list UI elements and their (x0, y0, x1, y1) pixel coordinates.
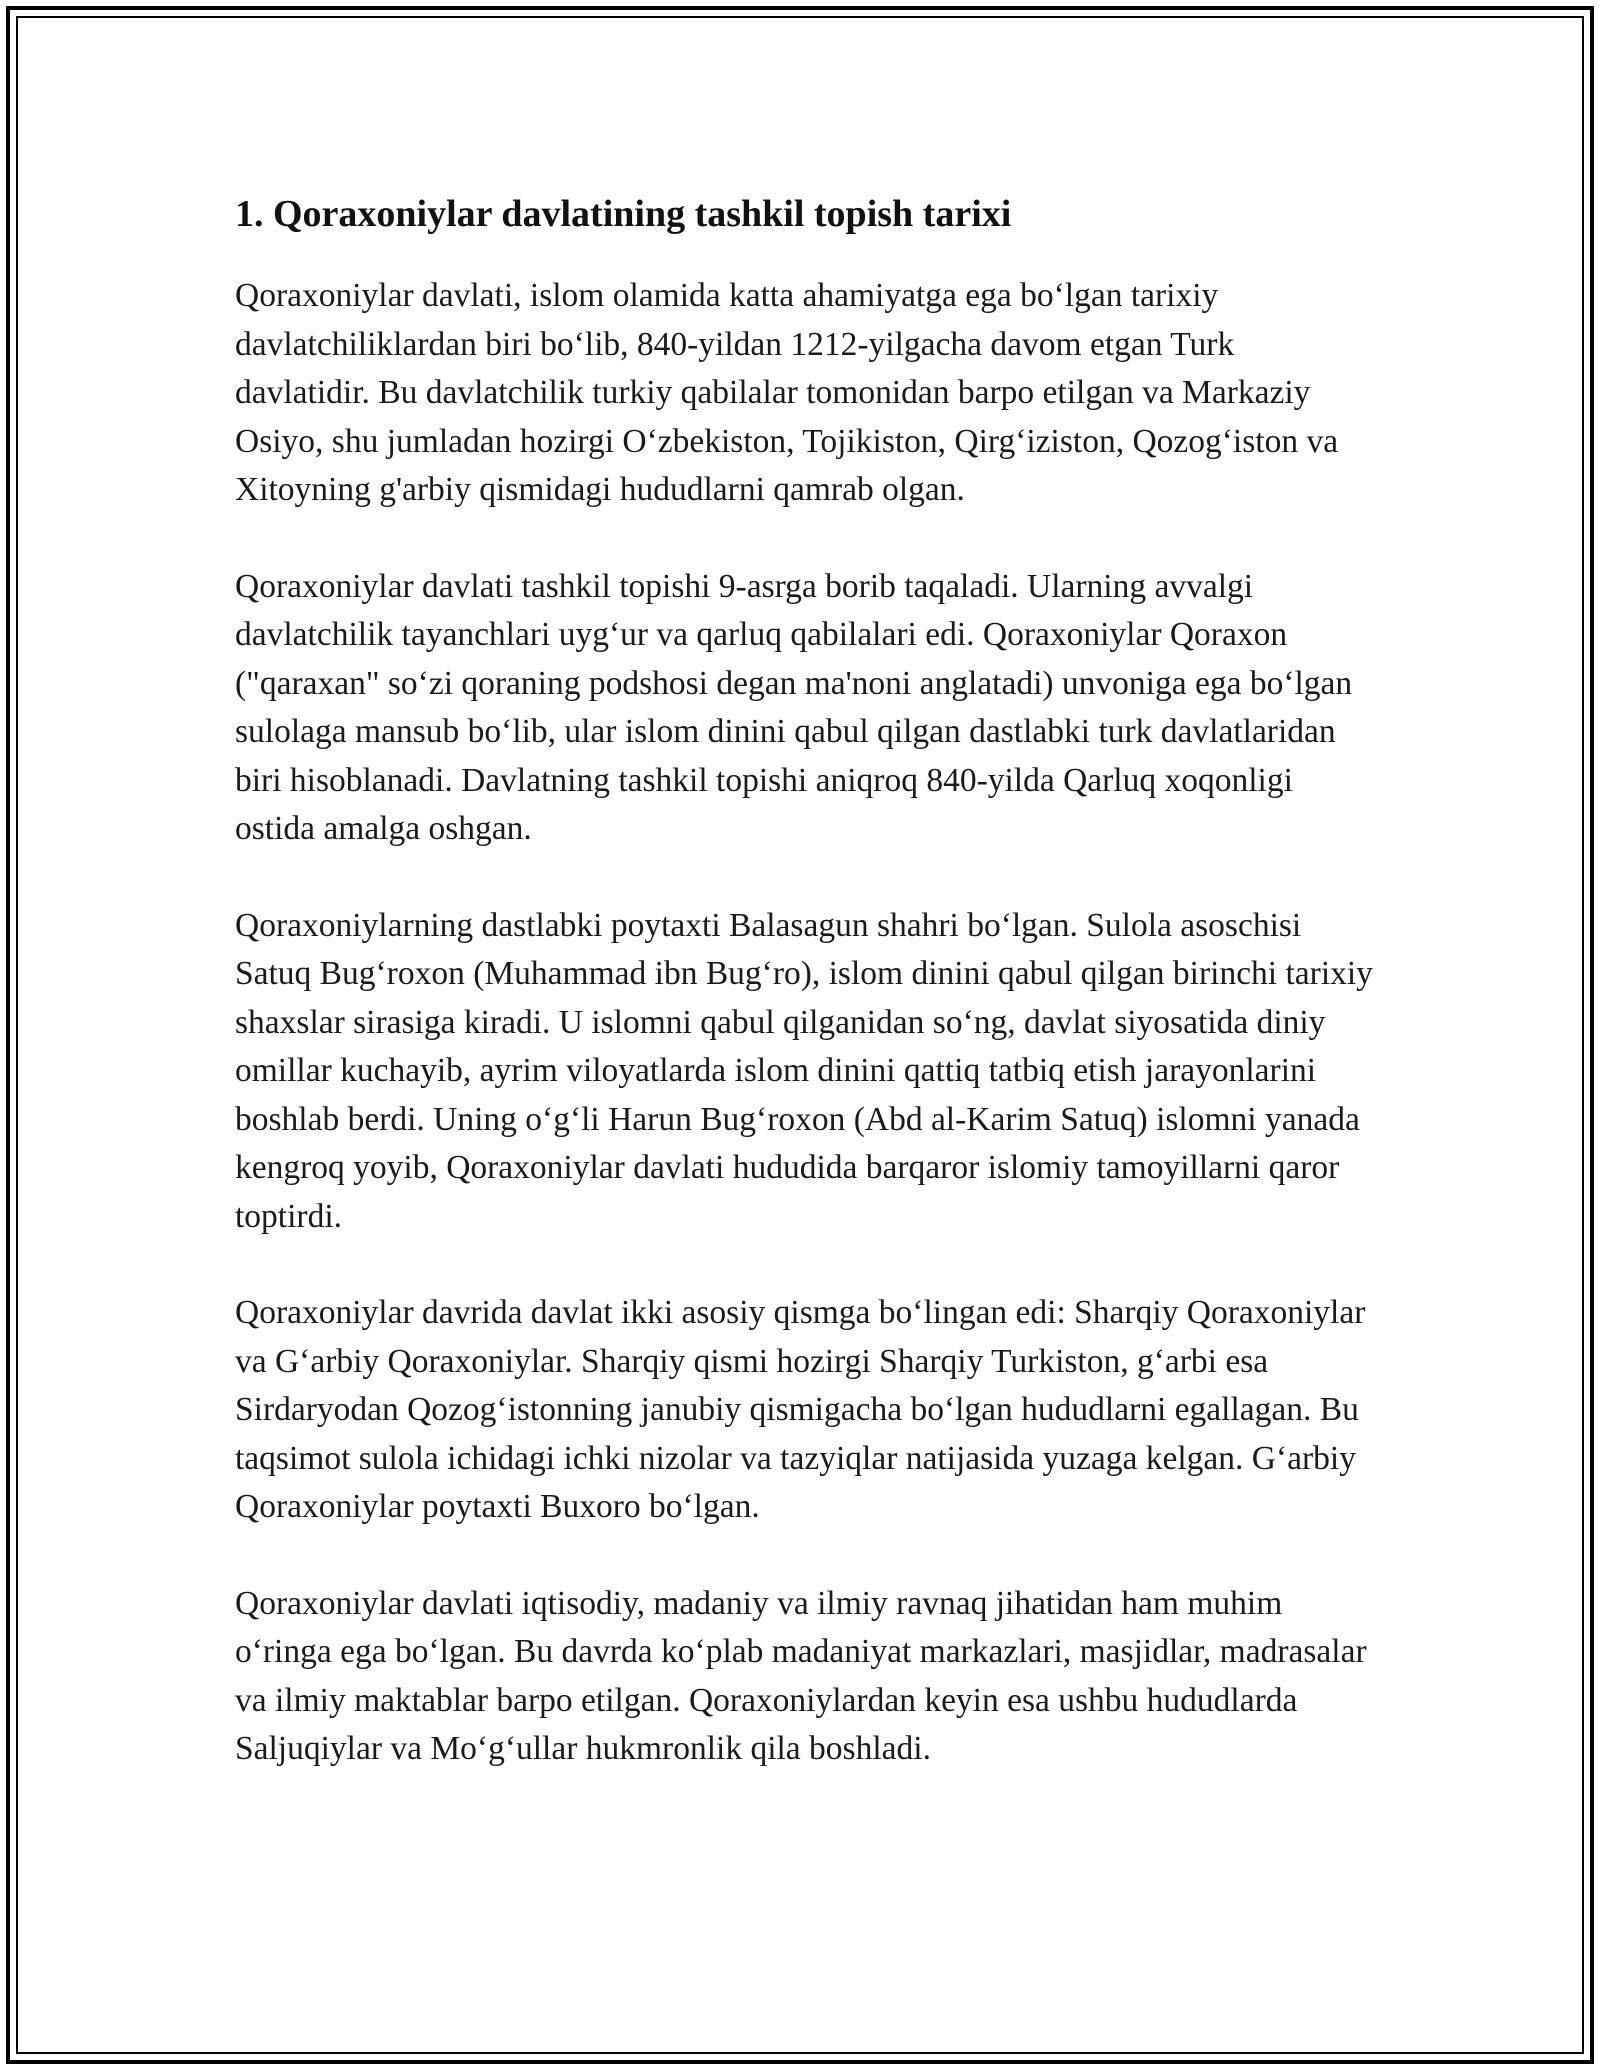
paragraph-3: Qoraxoniylarning dastlabki poytaxti Balasagun shahri bo‘lgan. Sulola asoschisi Satuq Bug‘roxon (Muhammad ibn Bug‘ro), islom dinini qabul qilgan birinchi tarixiy shaxslar sirasiga kiradi. U islomni qabul qilganidan so‘ng, davlat siyosatida diniy omillar kuchayib, ayrim viloyatlarda islom dinini qattiq tatbiq etish jarayonlarini boshlab berdi. Uning o‘g‘li Harun Bug‘roxon (Abd al-Karim Satuq) islomni yanada kengroq yoyib, Qoraxoniylar davlati hududida barqaror islomiy tamoyillarni qaror toptirdi. (235, 906, 1373, 1235)
paragraph-1: Qoraxoniylar davlati, islom olamida katta ahamiyatga ega bo‘lgan tarixiy davlatchiliklardan biri bo‘lib, 840-yildan 1212-yilgacha davom etgan Turk davlatidir. Bu davlatchilik turkiy qabilalar tomonidan barpo etilgan va Markaziy Osiyo, shu jumladan hozirgi O‘zbekiston, Tojikiston, Qirg‘iziston, Qozog‘iston va Xitoyning g'arbiy qismidagi hududlarni qamrab olgan. (235, 277, 1339, 508)
paragraph-2: Qoraxoniylar davlati tashkil topishi 9-asrga borib taqaladi. Ularning avvalgi davlatchilik tayanchlari uyg‘ur va qarluq qabilalari edi. Qoraxoniylar Qoraxon ("qaraxan" so‘zi qoraning podshosi degan ma'noni anglatadi) unvoniga ega bo‘lgan sulolaga mansub bo‘lib, ular islom dinini qabul qilgan dastlabki turk davlatlaridan biri hisoblanadi. Davlatning tashkil topishi aniqroq 840-yilda Qarluq xoqonligi ostida amalga oshgan. (235, 567, 1353, 847)
document-body (235, 186, 1375, 1822)
section-heading: 1. Qoraxoniylar davlatining tashkil topish tarixi (235, 193, 1012, 235)
paragraph-5: Qoraxoniylar davlati iqtisodiy, madaniy va ilmiy ravnaq jihatidan ham muhim o‘ringa ega bo‘lgan. Bu davrda ko‘plab madaniyat markazlari, masjidlar, madrasalar va ilmiy maktablar barpo etilgan. Qoraxoniylardan keyin esa ushbu hududlarda Saljuqiylar va Mo‘g‘ullar hukmronlik qila boshladi. (235, 1584, 1367, 1767)
paragraph-4: Qoraxoniylar davrida davlat ikki asosiy qismga bo‘lingan edi: Sharqiy Qoraxoniylar va G‘arbiy Qoraxoniylar. Sharqiy qismi hozirgi Sharqiy Turkiston, g‘arbi esa Sirdaryodan Qozog‘istonning janubiy qismigacha bo‘lgan hududlarni egallagan. Bu taqsimot sulola ichidagi ichki nizolar va tazyiqlar natijasida yuzaga kelgan. G‘arbiy Qoraxoniylar poytaxti Buxoro bo‘lgan. (235, 1294, 1366, 1525)
